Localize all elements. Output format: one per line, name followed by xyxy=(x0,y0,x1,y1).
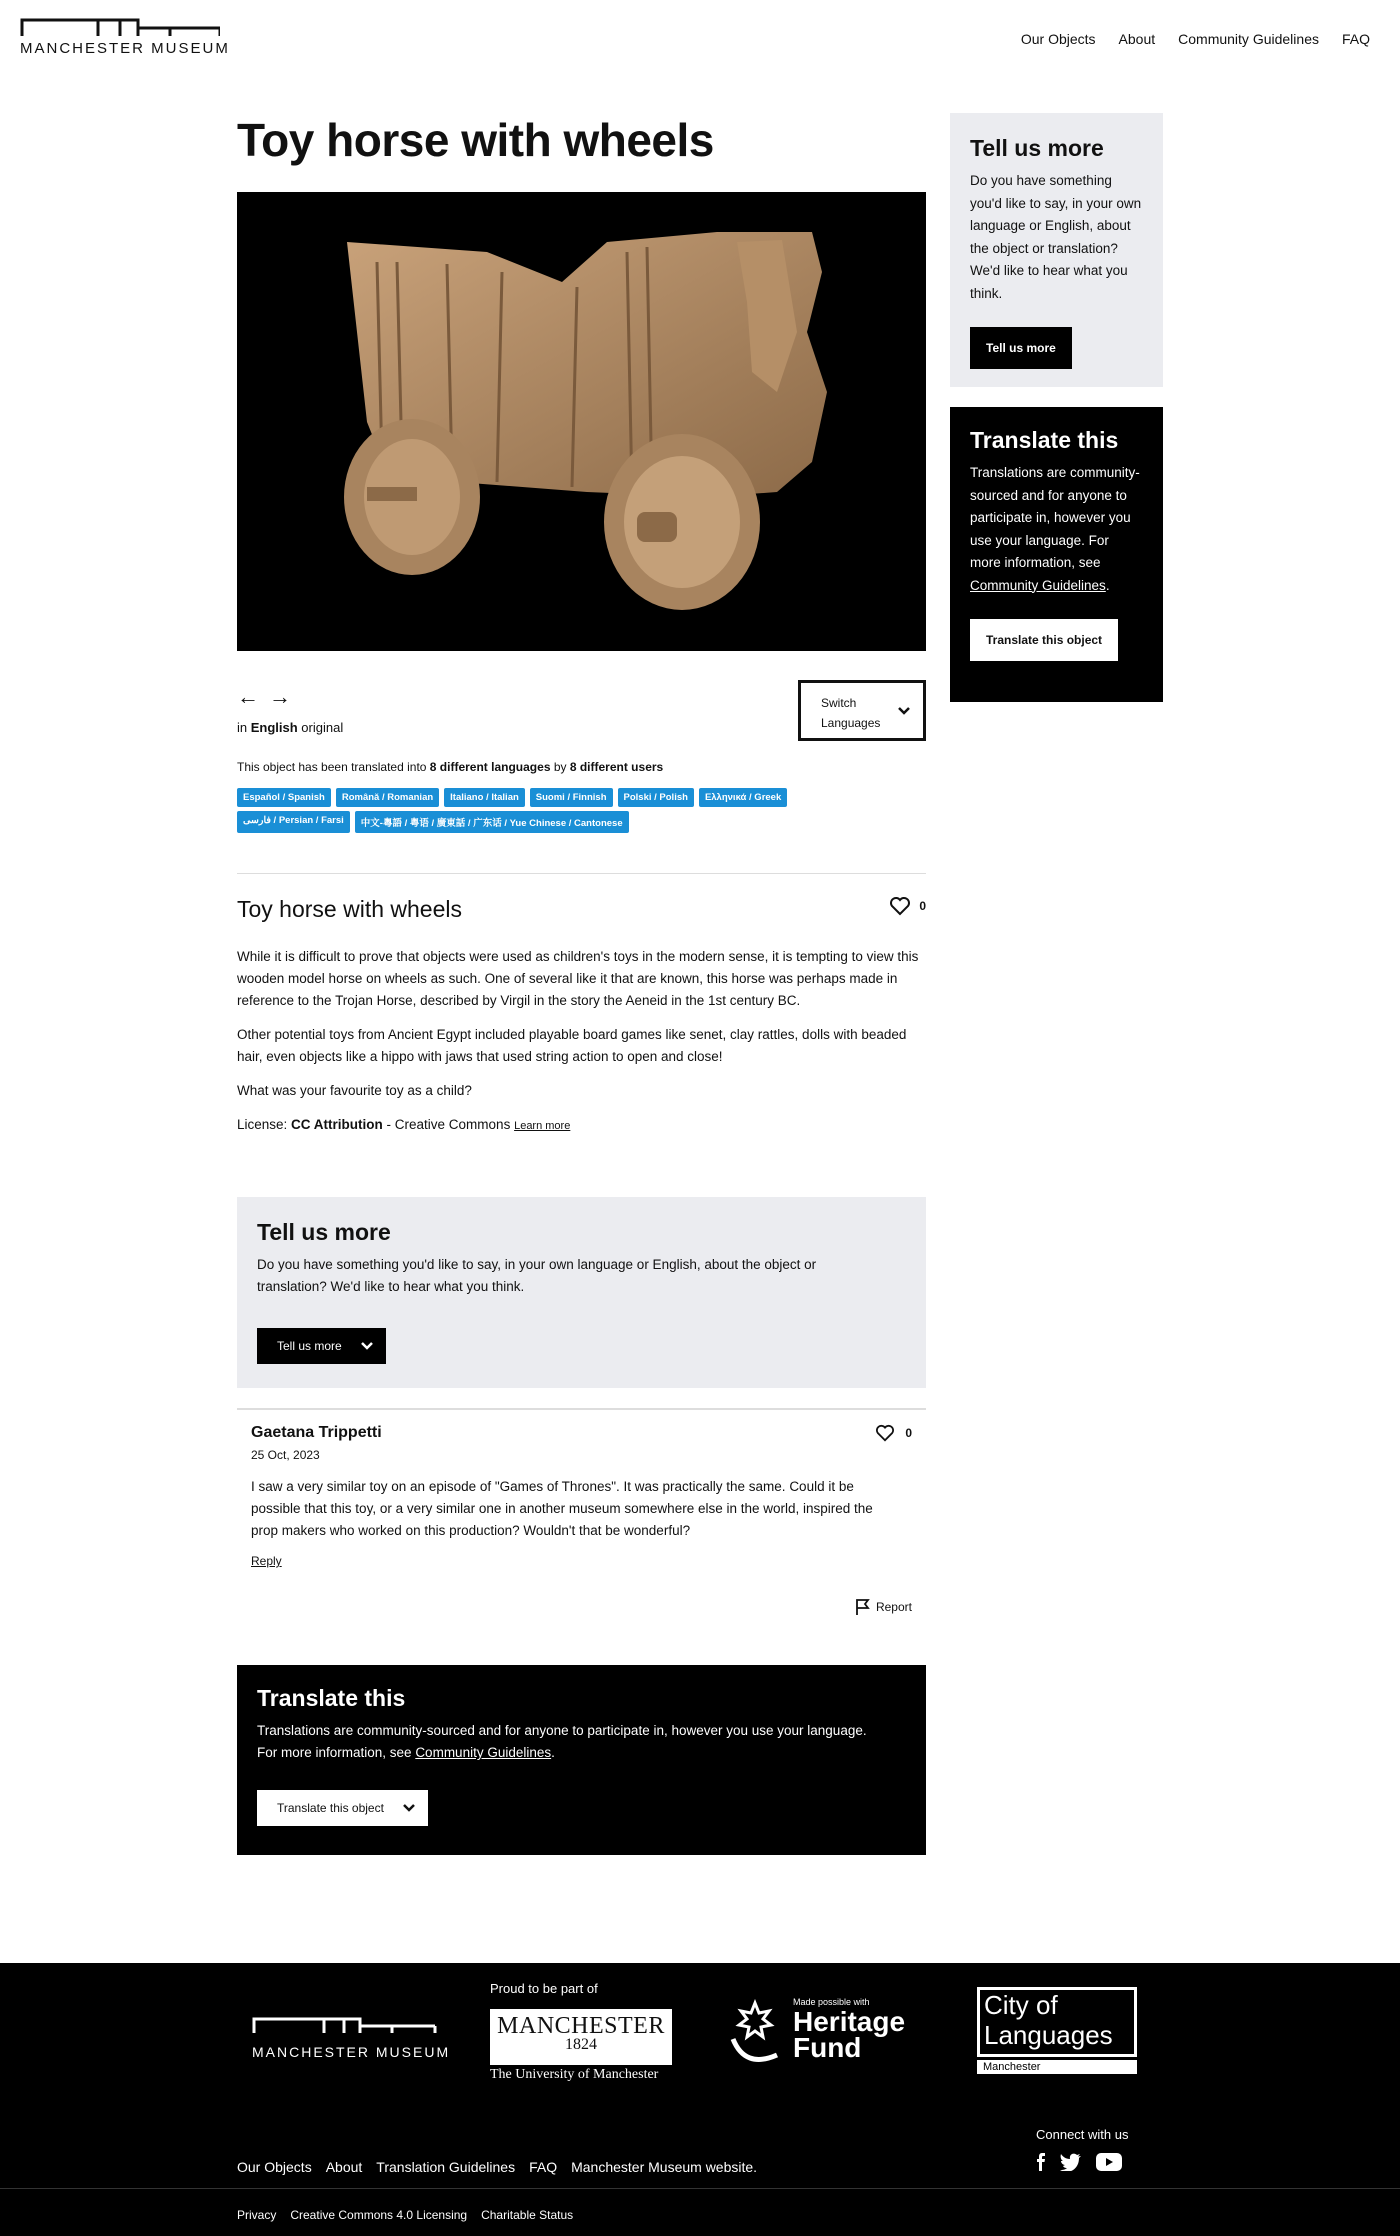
tell-us-more-panel xyxy=(237,1197,926,1388)
tag-italian[interactable]: Italiano / Italian xyxy=(444,788,525,807)
hf-line-1: Heritage xyxy=(793,2006,906,2037)
object-description xyxy=(237,946,926,1137)
object-navigation xyxy=(237,686,926,746)
logo-mark-icon xyxy=(20,18,220,38)
twitter-icon[interactable] xyxy=(1060,2153,1082,2171)
top-nav xyxy=(1021,31,1370,47)
site-footer xyxy=(0,1963,1400,2236)
uom-name: MANCHESTER xyxy=(497,2013,665,2039)
manchester-museum-logo[interactable] xyxy=(20,18,230,58)
translated-langs: 8 different languages xyxy=(429,760,551,775)
comment-text: I saw a very similar toy on an episode of "Games of Thrones". It was practically the same. Could it be possible that this toy, or a very similar one in another museum somewhere else in the world, inspired the prop makers who worked on this production? Wouldn't that be wonderful? xyxy=(251,1479,873,1539)
footer-nav-faq[interactable]: FAQ xyxy=(529,2159,558,2175)
switch-label-2: Languages xyxy=(821,716,881,731)
logo-text: MANCHESTER MUSEUM xyxy=(20,40,230,57)
lang-prefix: in xyxy=(237,720,251,736)
uom-year: 1824 xyxy=(565,2036,597,2053)
col-box xyxy=(977,1987,1137,2057)
sidebar-translate-this xyxy=(950,407,1163,702)
license-label: License: xyxy=(237,1117,292,1133)
next-arrow-icon[interactable]: → xyxy=(269,684,291,710)
sidebar-tell-title: Tell us more xyxy=(970,135,1104,161)
translate-text-period: . xyxy=(551,1745,555,1761)
footer-divider xyxy=(0,2188,1400,2189)
translated-prefix: This object has been translated into xyxy=(237,760,430,775)
license-learn-more-link[interactable]: Learn more xyxy=(514,1120,571,1133)
tell-us-more-text: Do you have something you'd like to say, in your own language or English, about the object or translation? We'd like to hear what you think. xyxy=(257,1257,817,1295)
logo-mark-icon xyxy=(252,2017,437,2035)
col-line-3: Manchester xyxy=(977,2060,1137,2074)
site-header xyxy=(0,0,1400,80)
sidebar-translate-title: Translate this xyxy=(970,427,1119,453)
tag-greek[interactable]: Ελληνικά / Greek xyxy=(699,788,787,807)
like-count: 0 xyxy=(919,899,926,914)
chevron-down-icon xyxy=(402,1803,416,1813)
like-button[interactable] xyxy=(889,896,926,916)
description-paragraph-1: While it is difficult to prove that objects were used as children's toys in the modern sense, it is tempting to view this wooden model horse on wheels as such. One of several like it that are known, this horse was perhaps made in reference to the Trojan Horse, described by Virgil in the story the Aeneid in the 1st century BC. xyxy=(237,949,919,1009)
translate-this-text xyxy=(257,1720,877,1764)
license-rest: - Creative Commons xyxy=(382,1117,515,1133)
facebook-icon[interactable] xyxy=(1036,2153,1046,2171)
sidebar-tell-text: Do you have something you'd like to say, in your own language or English, about the object or translation? We'd like to hear what you think. xyxy=(970,173,1142,301)
footer-logo-text: MANCHESTER MUSEUM xyxy=(252,2044,451,2060)
tag-romanian[interactable]: Română / Romanian xyxy=(336,788,439,807)
switch-label-1: Switch xyxy=(821,696,857,711)
proud-text: Proud to be part of xyxy=(490,1981,598,1996)
main-content xyxy=(237,110,926,1855)
tell-us-more-button[interactable] xyxy=(257,1328,386,1364)
translate-button-label: Translate this object xyxy=(277,1801,384,1816)
translate-this-title: Translate this xyxy=(257,1685,406,1712)
youtube-icon[interactable] xyxy=(1096,2153,1122,2171)
language-tags xyxy=(237,788,837,833)
privacy-link[interactable]: Privacy xyxy=(237,2208,277,2222)
heritage-fund-logo[interactable] xyxy=(725,1997,925,2077)
nav-about[interactable]: About xyxy=(1118,31,1156,47)
comment-like-count: 0 xyxy=(905,1426,912,1441)
footer-nav-our-objects[interactable]: Our Objects xyxy=(237,2159,312,2175)
tag-spanish[interactable]: Español / Spanish xyxy=(237,788,331,807)
tell-us-more-title: Tell us more xyxy=(257,1219,391,1246)
hf-name xyxy=(793,2006,906,2063)
uom-subtitle: The University of Manchester xyxy=(490,2067,659,2082)
comment-like-button[interactable] xyxy=(875,1424,912,1442)
footer-nav-museum-website[interactable]: Manchester Museum website. xyxy=(571,2159,758,2175)
translated-users: 8 different users xyxy=(569,760,664,775)
creative-commons-link[interactable]: Creative Commons 4.0 Licensing xyxy=(290,2208,468,2222)
comment-author: Gaetana Trippetti xyxy=(251,1424,382,1442)
description-paragraph-3: What was your favourite toy as a child? xyxy=(237,1083,472,1099)
comment-date: 25 Oct, 2023 xyxy=(251,1448,320,1463)
nav-faq[interactable]: FAQ xyxy=(1341,31,1370,47)
footer-museum-logo[interactable] xyxy=(252,2017,450,2060)
footer-legal xyxy=(237,2208,573,2222)
hf-made-text: Made possible with xyxy=(793,1997,870,2007)
city-of-languages-logo[interactable] xyxy=(977,1987,1137,2079)
tag-persian[interactable]: فارسی / Persian / Farsi xyxy=(237,811,350,833)
divider xyxy=(237,873,926,874)
tag-cantonese[interactable]: 中文-粵語 / 粤语 / 廣東話 / 广东话 / Yue Chinese / Cantonese xyxy=(355,811,629,833)
sidebar-translate-body: Translations are community-sourced and for anyone to participate in, however you use your language. For more information, see xyxy=(970,465,1140,570)
object-subtitle: Toy horse with wheels xyxy=(237,896,462,923)
charitable-status-link[interactable]: Charitable Status xyxy=(481,2208,574,2222)
sidebar-translate-text xyxy=(970,462,1143,597)
chevron-down-icon xyxy=(360,1341,374,1351)
heart-icon xyxy=(875,1424,895,1442)
sidebar-translate-object-button[interactable]: Translate this object xyxy=(970,619,1118,661)
flag-icon xyxy=(855,1598,871,1616)
object-heading xyxy=(237,896,926,926)
footer-nav-about[interactable]: About xyxy=(325,2159,363,2175)
sidebar-tell-us-more-button[interactable]: Tell us more xyxy=(970,327,1072,369)
translation-summary xyxy=(237,760,926,774)
translate-this-object-button[interactable] xyxy=(257,1790,428,1826)
license-line xyxy=(237,1114,926,1137)
license-name: CC Attribution xyxy=(291,1117,383,1133)
nav-our-objects[interactable]: Our Objects xyxy=(1020,31,1096,47)
translated-mid: by xyxy=(550,760,570,775)
reply-link[interactable]: Reply xyxy=(251,1554,282,1569)
previous-arrow-icon[interactable]: ← xyxy=(237,684,259,710)
lottery-hand-icon xyxy=(725,1999,785,2069)
community-guidelines-link[interactable]: Community Guidelines xyxy=(415,1745,552,1761)
toy-horse-image xyxy=(237,192,926,651)
lang-name: English xyxy=(250,720,298,736)
page-title: Toy horse with wheels xyxy=(237,114,714,166)
tag-finnish[interactable]: Suomi / Finnish xyxy=(530,788,613,807)
chevron-down-icon xyxy=(897,701,911,721)
translate-text-body: Translations are community-sourced and for anyone to participate in, however you use your language. For more information, see xyxy=(257,1723,867,1761)
translate-this-panel xyxy=(237,1665,926,1855)
comment xyxy=(237,1410,926,1665)
tell-us-more-button-label: Tell us more xyxy=(277,1339,342,1354)
lang-suffix: original xyxy=(297,720,344,736)
col-line-1: City of xyxy=(984,1990,1058,2020)
col-line-2: Languages xyxy=(984,2020,1113,2050)
tag-polish[interactable]: Polski / Polish xyxy=(618,788,694,807)
hf-line-2: Fund xyxy=(793,2032,862,2063)
sidebar-community-guidelines-link[interactable]: Community Guidelines xyxy=(970,577,1106,593)
sidebar-translate-period: . xyxy=(1105,577,1110,593)
report-button[interactable] xyxy=(855,1598,912,1616)
university-of-manchester-logo[interactable] xyxy=(490,2009,672,2065)
current-language xyxy=(237,720,343,735)
sidebar-tell-us-more xyxy=(950,113,1163,387)
connect-text: Connect with us xyxy=(1036,2127,1129,2142)
footer-nav-translation-guidelines[interactable]: Translation Guidelines xyxy=(376,2159,516,2175)
switch-languages-button[interactable] xyxy=(798,680,926,741)
nav-community-guidelines[interactable]: Community Guidelines xyxy=(1178,31,1319,47)
object-image xyxy=(237,192,926,651)
heart-icon xyxy=(889,896,911,916)
footer-nav xyxy=(237,2159,757,2175)
social-links xyxy=(1036,2153,1122,2171)
description-paragraph-2: Other potential toys from Ancient Egypt included playable board games like senet, clay rattles, dolls with beaded hair, even objects like a hippo with jaws that used string action to open and close! xyxy=(237,1027,907,1065)
report-label: Report xyxy=(875,1600,912,1615)
